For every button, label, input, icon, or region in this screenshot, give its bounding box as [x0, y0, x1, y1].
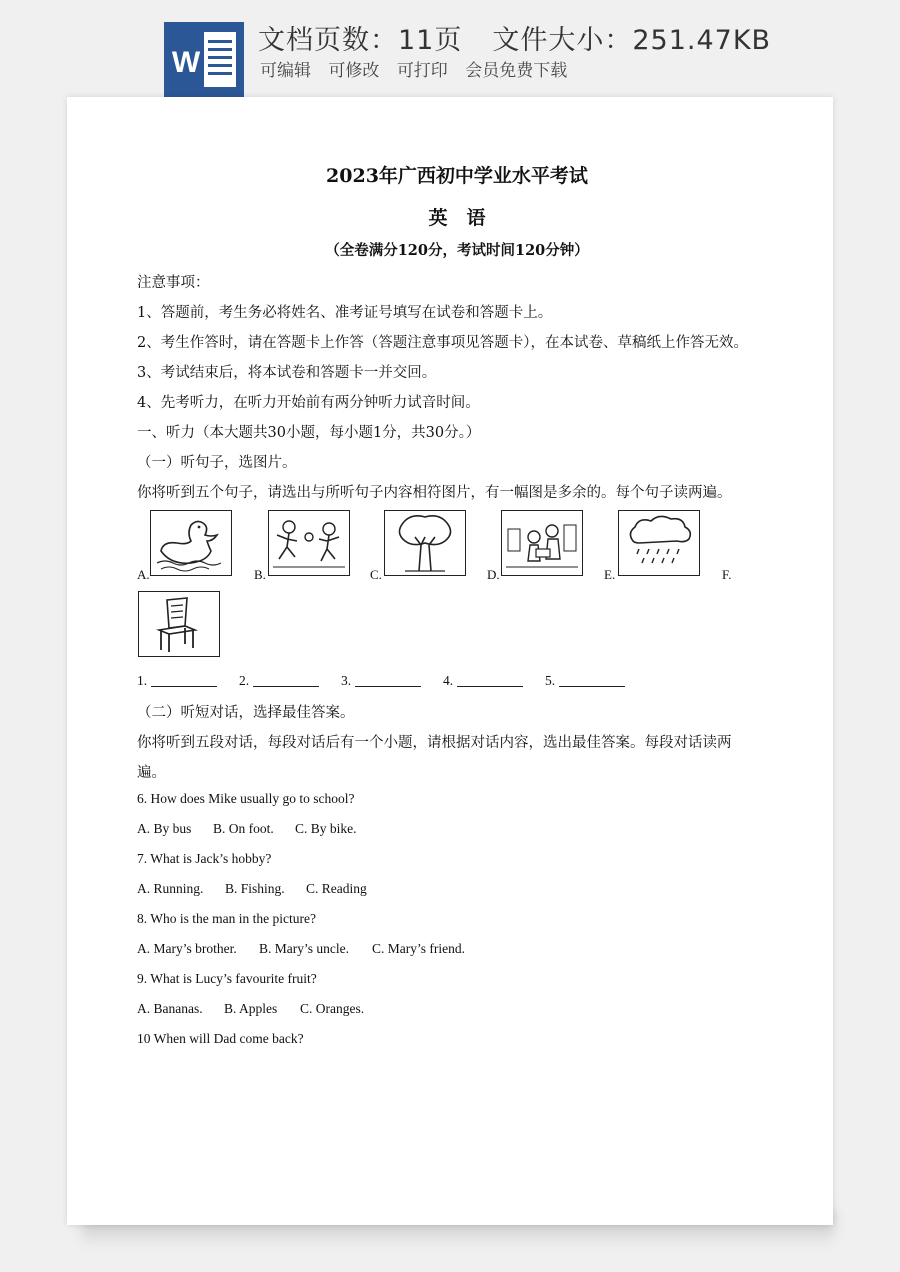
document-page	[67, 97, 833, 1225]
part-1-instructions: 你将听到五个句子，请选出与所听句子内容相符图片，有一幅图是多余的。每个句子读两遍。	[137, 485, 732, 501]
feature-printable: 可打印	[396, 61, 448, 81]
answer-number-4: 4.	[443, 673, 454, 688]
banner-title	[258, 18, 771, 57]
option-9b[interactable]: B. Apples	[224, 1001, 278, 1016]
part-2-instructions-line1: 你将听到五段对话，每段对话后有一个小题，请根据对话内容，选出最佳答案。每段对话读两	[137, 735, 732, 751]
picture-label-b: B.	[254, 567, 266, 582]
svg-text:W: W	[171, 46, 201, 79]
answer-number-1: 1.	[137, 673, 148, 688]
option-7b[interactable]: B. Fishing.	[225, 881, 285, 896]
subject-title: 英 语	[428, 207, 486, 229]
answer-blank-5[interactable]	[545, 673, 625, 689]
option-8a[interactable]: A. Mary’s brother.	[137, 941, 237, 956]
feature-list	[260, 56, 579, 81]
question-7: 7. What is Jack’s hobby?	[137, 851, 272, 866]
part-2-instructions-line2: 遍。	[137, 765, 166, 781]
answer-blank-4[interactable]	[443, 673, 523, 689]
download-banner	[0, 0, 900, 100]
option-8b[interactable]: B. Mary’s uncle.	[259, 941, 349, 956]
part-1-heading: （一）听句子，选图片。	[137, 455, 297, 471]
question-10: 10 When will Dad come back?	[137, 1031, 304, 1046]
option-9c[interactable]: C. Oranges.	[300, 1001, 365, 1016]
option-8c[interactable]: C. Mary’s friend.	[372, 941, 465, 956]
answer-number-5: 5.	[545, 673, 556, 688]
feature-editable: 可编辑	[260, 61, 311, 81]
feature-member-download: 会员免费下载	[465, 61, 568, 81]
page-count: 文档页数：11页	[258, 25, 463, 56]
picture-label-f: F.	[722, 567, 732, 582]
notice-1: 1、答题前，考生务必将姓名、准考证号填写在试卷和答题卡上。	[137, 305, 553, 321]
rain-cloud-picture	[618, 510, 700, 576]
notice-2: 2、考生作答时，请在答题卡上作答（答题注意事项见答题卡），在本试卷、草稿纸上作答无效。	[137, 335, 748, 351]
answer-number-2: 2.	[239, 673, 250, 688]
word-doc-icon	[164, 22, 244, 97]
picture-label-e: E.	[604, 567, 616, 582]
notice-4: 4、先考听力，在听力开始前有两分钟听力试音时间。	[137, 395, 480, 411]
option-6c[interactable]: C. By bike.	[295, 821, 357, 836]
children-reading-picture	[501, 510, 583, 576]
answer-blank-1[interactable]	[137, 673, 217, 689]
answer-blank-2[interactable]	[239, 673, 319, 689]
exam-title: 2023年广西初中学业水平考试	[326, 165, 588, 187]
notice-3: 3、考试结束后，将本试卷和答题卡一并交回。	[137, 365, 437, 381]
section-1-heading: 一、听力（本大题共30小题，每小题1分，共30分。）	[137, 425, 481, 441]
option-6b[interactable]: B. On foot.	[213, 821, 274, 836]
question-6: 6. How does Mike usually go to school?	[137, 791, 355, 806]
football-kids-picture	[268, 510, 350, 576]
picture-label-c: C.	[370, 567, 382, 582]
question-8: 8. Who is the man in the picture?	[137, 911, 316, 926]
exam-info: （全卷满分120分，考试时间120分钟）	[325, 242, 589, 259]
option-7c[interactable]: C. Reading	[306, 881, 367, 896]
duck-picture	[150, 510, 232, 576]
answer-blank-3[interactable]	[341, 673, 421, 689]
chair-picture	[138, 591, 220, 657]
tree-picture	[384, 510, 466, 576]
option-6a[interactable]: A. By bus	[137, 821, 192, 836]
file-size: 文件大小：251.47KB	[492, 25, 772, 56]
option-7a[interactable]: A. Running.	[137, 881, 204, 896]
part-2-heading: （二）听短对话，选择最佳答案。	[137, 705, 355, 721]
picture-label-d: D.	[487, 567, 500, 582]
feature-modifiable: 可修改	[328, 61, 380, 81]
option-9a[interactable]: A. Bananas.	[137, 1001, 203, 1016]
question-9: 9. What is Lucy’s favourite fruit?	[137, 971, 317, 986]
answer-number-3: 3.	[341, 673, 352, 688]
question-9-options	[137, 1001, 364, 1017]
question-8-options	[137, 941, 465, 957]
notice-heading: 注意事项：	[137, 275, 210, 291]
question-7-options	[137, 881, 367, 897]
picture-label-a: A.	[137, 567, 150, 582]
question-6-options	[137, 821, 357, 837]
